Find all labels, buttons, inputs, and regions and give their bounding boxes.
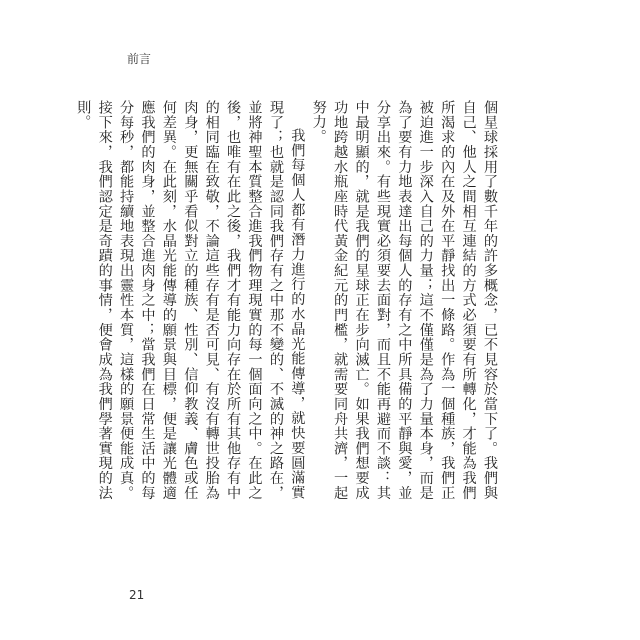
running-header: 前言	[127, 52, 152, 66]
paragraph: 我們每個人都有潛力進行的水晶光能傳導，就快要圓滿實現了；也就是認同我們存有之中那不變的、不滅的神之路在，並將神聖本質整合進我們物理現實的每一個面向之中。在此之後，也唯有在此之後，我們才有能力向存在於所有其他存有中的相同臨在致敬，不論這些存有是否可見、有沒有轉世投胎為肉身，更無關乎看似對立的種族、性別、信仰教義、膚色或任何差異。在此刻，水晶光能傳導的願景與目標，便是讓光體適應我們的肉身，並整合進肉身之中；當我們在日常生活中的每分每秒，都能持續地表現出靈性本質，這樣的願景便能成真。接下來，我們認定是奇蹟的事情，便會成為我們學著實現的法則。	[75, 100, 306, 500]
page-number: 21	[129, 588, 145, 602]
body-text	[75, 100, 500, 500]
paragraph: 個星球採用了數千年的許多概念，已不見容於當下了。我們與自己、他人之間相互連結的方式必須要有所轉化，才能為我們所渴求的內在及外在平靜找出一條路。作為一個種族，我們正被迫進一步深入自己的力量；這不僅僅是為了力量本身，而是為了要有力地表達出每個人的存有之中所具備的平靜與愛，並分享出來。有些現實必須要去面對，而且不能再避而不談：其中最明顯的，就是我們的星球正在步向滅亡。如果我們想要成功地跨越水瓶座時代黃金紀元的門檻，就需要同舟共濟，一起努力。	[310, 100, 498, 500]
